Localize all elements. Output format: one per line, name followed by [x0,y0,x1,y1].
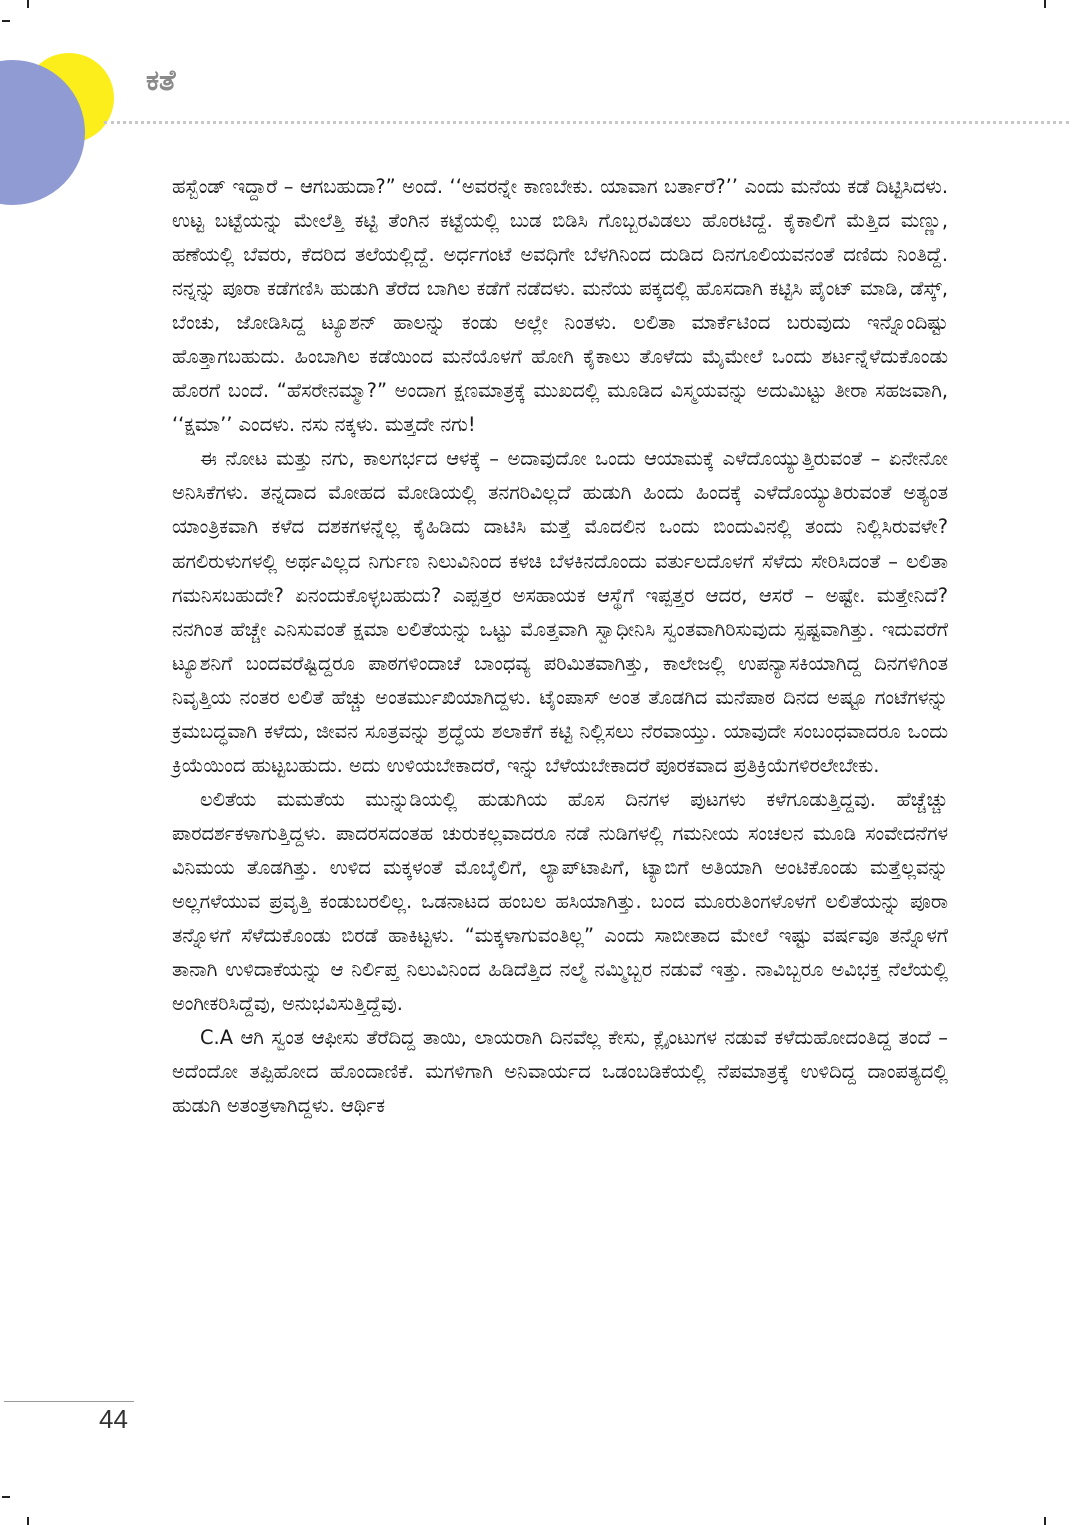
page-number: 44 [99,1404,128,1434]
section-title: ಕತೆ [146,63,176,97]
footer-rule [4,1401,134,1402]
crop-mark-bottom-left-h [2,1496,10,1498]
crop-mark-top-right-v [1044,0,1046,8]
crop-mark-top-left-v [27,0,29,8]
paragraph-3: ಲಲಿತೆಯ ಮಮತೆಯ ಮುನ್ನುಡಿಯಲ್ಲಿ ಹುಡುಗಿಯ ಹೊಸ ದಿನಗಳ ಪುಟಗಳು ಕಳೆಗೂಡುತ್ತಿದ್ದವು. ಹೆಚ್ಚೆಚ್ಚು ಪಾರದರ್ಶಕಳಾಗುತ್ತಿದ್ದಳು. ಪಾದರಸದಂತಹ ಚುರುಕಲ್ಲವಾದರೂ ನಡೆ ನುಡಿಗಳಲ್ಲಿ ಗಮನೀಯ ಸಂಚಲನ ಮೂಡಿ ಸಂವೇದನೆಗಳ ವಿನಿಮಯ ತೊಡಗಿತ್ತು. ಉಳಿದ ಮಕ್ಕಳಂತೆ ಮೊಬೈಲಿಗೆ, ಲ್ಯಾಪ್‌ಟಾಪಿಗೆ, ಟ್ಯಾಬಿಗೆ ಅತಿಯಾಗಿ ಅಂಟಿಕೊಂಡು ಮತ್ತೆಲ್ಲವನ್ನು ಅಲ್ಲಗಳೆಯುವ ಪ್ರವೃತ್ತಿ ಕಂಡುಬರಲಿಲ್ಲ. ಒಡನಾಟದ ಹಂಬಲ ಹಸಿಯಾಗಿತ್ತು. ಬಂದ ಮೂರುತಿಂಗಳೊಳಗೆ ಲಲಿತೆಯನ್ನು ಪೂರಾ ತನ್ನೊಳಗೆ ಸೆಳೆದುಕೊಂಡು ಬಿರಡೆ ಹಾಕಿಟ್ಟಳು. “ಮಕ್ಕಳಾಗುವಂತಿಲ್ಲ” ಎಂದು ಸಾಬೀತಾದ ಮೇಲೆ ಇಷ್ಟು ವರ್ಷವೂ ತನ್ನೊಳಗೆ ತಾನಾಗಿ ಉಳಿದಾಕೆಯನ್ನು ಆ ನಿರ್ಲಿಪ್ತ ನಿಲುವಿನಿಂದ ಹಿಡಿದೆತ್ತಿದ ನಲ್ಮೆ ನಮ್ಮಿಬ್ಬರ ನಡುವೆ ಇತ್ತು. ನಾವಿಬ್ಬರೂ ಅವಿಭಕ್ತ ನೆಲೆಯಲ್ಲಿ ಅಂಗೀಕರಿಸಿದ್ದೆವು, ಅನುಭವಿಸುತ್ತಿದ್ದೆವು. [172,787,948,1016]
crop-mark-bottom-left-v [27,1517,29,1525]
crop-mark-bottom-right-v [1044,1517,1046,1525]
paragraph-1: ಹಸ್ಬೆಂಡ್ ಇದ್ದಾರೆ – ಆಗಬಹುದಾ?” ಅಂದೆ. ‘‘ಅವರನ್ನೇ ಕಾಣಬೇಕು. ಯಾವಾಗ ಬರ್ತಾರೆ?’’ ಎಂದು ಮನೆಯ ಕಡೆ ದಿಟ್ಟಿಸಿದಳು. ಉಟ್ಟ ಬಟ್ಟೆಯನ್ನು ಮೇಲೆತ್ತಿ ಕಟ್ಟಿ ತೆಂಗಿನ ಕಟ್ಟೆಯಲ್ಲಿ ಬುಡ ಬಿಡಿಸಿ ಗೊಬ್ಬರವಿಡಲು ಹೊರಟಿದ್ದೆ. ಕೈಕಾಲಿಗೆ ಮೆತ್ತಿದ ಮಣ್ಣು, ಹಣೆಯಲ್ಲಿ ಬೆವರು, ಕೆದರಿದ ತಲೆಯಲ್ಲಿದ್ದೆ. ಅರ್ಧಗಂಟೆ ಅವಧಿಗೇ ಬೆಳಗಿನಿಂದ ದುಡಿದ ದಿನಗೂಲಿಯವನಂತೆ ದಣಿದು ನಿಂತಿದ್ದೆ. ನನ್ನನ್ನು ಪೂರಾ ಕಡೆಗಣಿಸಿ ಹುಡುಗಿ ತೆರೆದ ಬಾಗಿಲ ಕಡೆಗೆ ನಡೆದಳು. ಮನೆಯ ಪಕ್ಕದಲ್ಲಿ ಹೊಸದಾಗಿ ಕಟ್ಟಿಸಿ ಪೈಂಟ್ ಮಾಡಿ, ಡೆಸ್ಕ್, ಬೆಂಚು, ಜೋಡಿಸಿದ್ದ ಟ್ಯೂಶನ್ ಹಾಲನ್ನು ಕಂಡು ಅಲ್ಲೇ ನಿಂತಳು. ಲಲಿತಾ ಮಾರ್ಕೆಟಿಂದ ಬರುವುದು ಇನ್ನೊಂದಿಷ್ಟು ಹೊತ್ತಾಗಬಹುದು. ಹಿಂಬಾಗಿಲ ಕಡೆಯಿಂದ ಮನೆಯೊಳಗೆ ಹೋಗಿ ಕೈಕಾಲು ತೊಳೆದು ಮೈಮೇಲೆ ಒಂದು ಶರ್ಟನ್ನೆಳೆದುಕೊಂಡು ಹೊರಗೆ ಬಂದೆ. “ಹೆಸರೇನಮ್ಮಾ?” ಅಂದಾಗ ಕ್ಷಣಮಾತ್ರಕ್ಕೆ ಮುಖದಲ್ಲಿ ಮೂಡಿದ ವಿಸ್ಮಯವನ್ನು ಅದುಮಿಟ್ಟು ತೀರಾ ಸಹಜವಾಗಿ, ‘‘ಕ್ಷಮಾ’’ ಎಂದಳು. ನಸು ನಕ್ಕಳು. ಮತ್ತದೇ ನಗು! [172,175,948,437]
crop-mark-top-left-h [2,20,10,22]
paragraph-4: C.A ಆಗಿ ಸ್ವಂತ ಆಫೀಸು ತೆರೆದಿದ್ದ ತಾಯಿ, ಲಾಯರಾಗಿ ದಿನವೆಲ್ಲ ಕೇಸು, ಕ್ಲೈಂಟುಗಳ ನಡುವೆ ಕಳೆದುಹೋದಂತಿದ್ದ ತಂದೆ – ಅದೆಂದೋ ತಪ್ಪಿಹೋದ ಹೊಂದಾಣಿಕೆ. ಮಗಳಿಗಾಗಿ ಅನಿವಾರ್ಯದ ಒಡಂಬಡಿಕೆಯಲ್ಲಿ ನೆಪಮಾತ್ರಕ್ಕೆ ಉಳಿದಿದ್ದ ದಾಂಪತ್ಯದಲ್ಲಿ ಹುಡುಗಿ ಅತಂತ್ರಳಾಗಿದ್ದಳು. ಆರ್ಥಿಕ [172,1026,948,1118]
story-body [172,170,948,1123]
paragraph-2: ಈ ನೋಟ ಮತ್ತು ನಗು, ಕಾಲಗರ್ಭದ ಆಳಕ್ಕೆ – ಅದಾವುದೋ ಒಂದು ಆಯಾಮಕ್ಕೆ ಎಳೆದೊಯ್ಯುತ್ತಿರುವಂತೆ – ಏನೇನೋ ಅನಿಸಿಕೆಗಳು. ತನ್ನದಾದ ಮೋಹದ ಮೋಡಿಯಲ್ಲಿ ತನಗರಿವಿಲ್ಲದೆ ಹುಡುಗಿ ಹಿಂದು ಹಿಂದಕ್ಕೆ ಎಳೆದೊಯ್ಯುತಿರುವಂತೆ ಅತ್ಯಂತ ಯಾಂತ್ರಿಕವಾಗಿ ಕಳೆದ ದಶಕಗಳನ್ನೆಲ್ಲ ಕೈಹಿಡಿದು ದಾಟಿಸಿ ಮತ್ತೆ ಮೊದಲಿನ ಒಂದು ಬಿಂದುವಿನಲ್ಲಿ ತಂದು ನಿಲ್ಲಿಸಿರುವಳೇ? ಹಗಲಿರುಳುಗಳಲ್ಲಿ ಅರ್ಥವಿಲ್ಲದ ನಿರ್ಗುಣ ನಿಲುವಿನಿಂದ ಕಳಚಿ ಬೆಳಕಿನದೊಂದು ವರ್ತುಲದೊಳಗೆ ಸೆಳೆದು ಸೇರಿಸಿದಂತೆ – ಲಲಿತಾ ಗಮನಿಸಬಹುದೇ? ಏನಂದುಕೊಳ್ಳಬಹುದು? ಎಪ್ಪತ್ತರ ಅಸಹಾಯಕ ಆಸ್ಥೆಗೆ ಇಪ್ಪತ್ತರ ಆದರ, ಆಸರೆ – ಅಷ್ಟೇ. ಮತ್ತೇನಿದೆ? ನನಗಿಂತ ಹೆಚ್ಚೇ ಎನಿಸುವಂತೆ ಕ್ಷಮಾ ಲಲಿತೆಯನ್ನು ಒಟ್ಟು ಮೊತ್ತವಾಗಿ ಸ್ವಾಧೀನಿಸಿ ಸ್ವಂತವಾಗಿರಿಸುವುದು ಸ್ಪಷ್ಟವಾಗಿತ್ತು. ಇದುವರೆಗೆ ಟ್ಯೂಶನಿಗೆ ಬಂದವರೆಷ್ಟಿದ್ದರೂ ಪಾಠಗಳಿಂದಾಚೆ ಬಾಂಧವ್ಯ ಪರಿಮಿತವಾಗಿತ್ತು, ಕಾಲೇಜಲ್ಲಿ ಉಪನ್ಯಾಸಕಿಯಾಗಿದ್ದ ದಿನಗಳಿಗಿಂತ ನಿವೃತ್ತಿಯ ನಂತರ ಲಲಿತೆ ಹೆಚ್ಚು ಅಂತರ್ಮುಖಿಯಾಗಿದ್ದಳು. ಟೈಂಪಾಸ್ ಅಂತ ತೊಡಗಿದ ಮನೆಪಾಠ ದಿನದ ಅಷ್ಟೂ ಗಂಟೆಗಳನ್ನು ಕ್ರಮಬದ್ಧವಾಗಿ ಕಳೆದು, ಜೀವನ ಸೂತ್ರವನ್ನು ಶ್ರದ್ಧೆಯ ಶಲಾಕೆಗೆ ಕಟ್ಟಿ ನಿಲ್ಲಿಸಲು ನೆರವಾಯ್ತು. ಯಾವುದೇ ಸಂಬಂಧವಾದರೂ ಒಂದು ಕ್ರಿಯೆಯಿಂದ ಹುಟ್ಟಬಹುದು. ಅದು ಉಳಿಯಬೇಕಾದರೆ, ಇನ್ನು ಬೆಳೆಯಬೇಕಾದರೆ ಪೂರಕವಾದ ಪ್ರತಿಕ್ರಿಯೆಗಳಿರಲೇಬೇಕು. [172,447,948,777]
header-dotted-divider [104,121,1069,124]
section-logo-blue-halfcircle [0,60,88,205]
